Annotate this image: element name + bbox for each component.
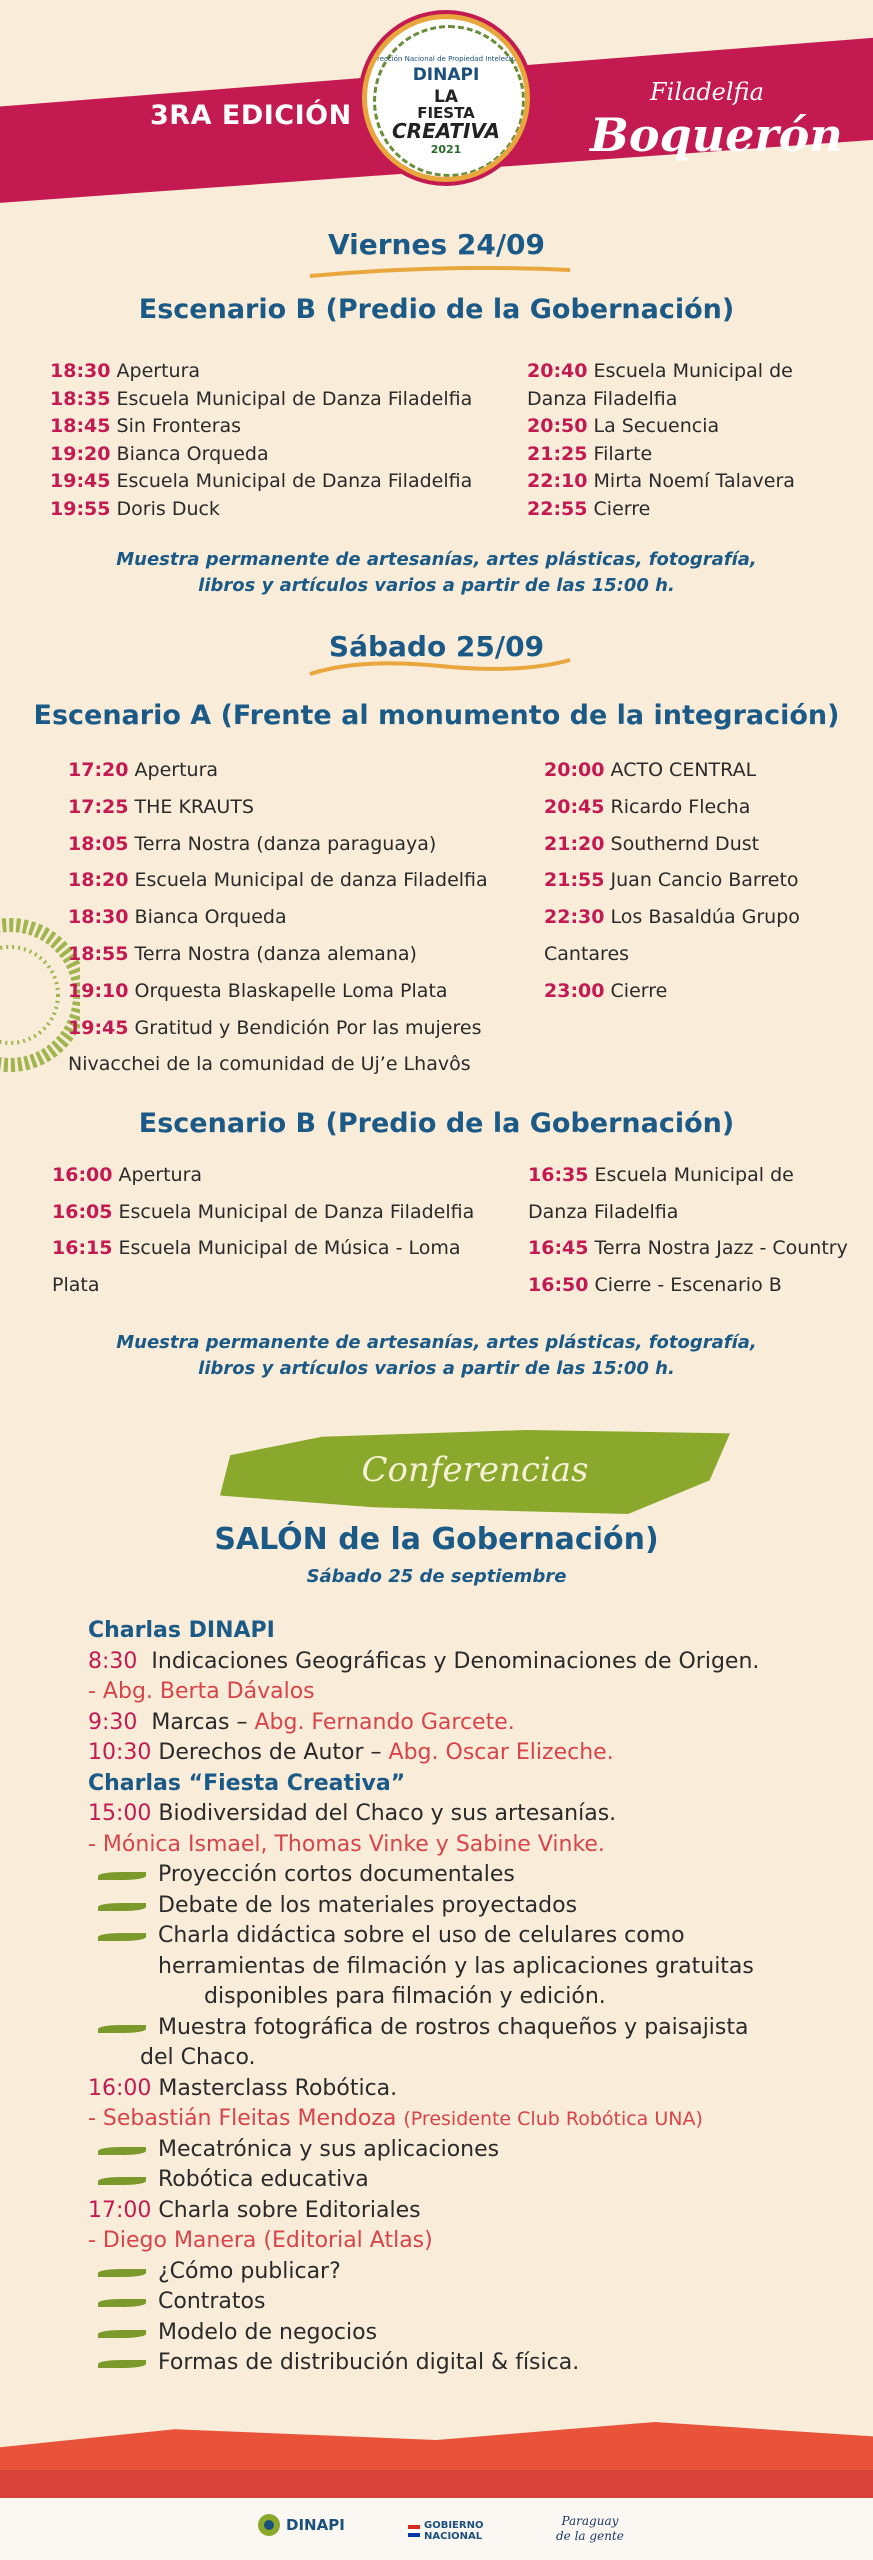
schedule-item: 19:20 Bianca Orqueda xyxy=(50,442,269,465)
dinapi-footer-text: DINAPI xyxy=(286,2516,345,2534)
talk-speaker: - Sebastián Fleitas Mendoza (Presidente Club Robótica UNA) xyxy=(88,2106,703,2131)
leaf-bullet-icon xyxy=(98,2147,146,2155)
schedule-item: Danza Filadelfia xyxy=(528,1200,679,1223)
schedule-item: 16:05 Escuela Municipal de Danza Filadelfia xyxy=(52,1200,475,1223)
orange-swoosh-icon xyxy=(300,652,580,678)
logo-line3: CREATIVA xyxy=(392,119,500,143)
saturday-title: Sábado 25/09 xyxy=(328,630,545,663)
leaf-bullet-icon xyxy=(98,1903,146,1911)
dinapi-emblem-icon xyxy=(256,2512,282,2538)
talk-item: 8:30 Indicaciones Geográficas y Denominaciones de Origen. xyxy=(88,1648,760,1674)
orange-swoosh-icon xyxy=(300,258,580,284)
saturday-exhibition-note xyxy=(0,1330,873,1382)
schedule-item: 23:00 Cierre xyxy=(544,979,668,1002)
schedule-item: 22:55 Cierre xyxy=(527,497,651,520)
friday-title: Viernes 24/09 xyxy=(327,228,546,261)
schedule-item: 19:45 Escuela Municipal de Danza Filadelfia xyxy=(50,470,473,493)
note-line: Muestra permanente de artesanías, artes plásticas, fotografía, xyxy=(116,1332,757,1353)
paraguay-flag-icon xyxy=(408,2525,420,2537)
leaf-bullet-icon xyxy=(98,1933,146,1941)
schedule-item: 18:20 Escuela Municipal de danza Filadelfia xyxy=(68,869,488,892)
dinapi-talks-heading: Charlas DINAPI xyxy=(88,1618,275,1643)
bullet-item: Robótica educativa xyxy=(88,2165,848,2196)
note-line: libros y artículos varios a partir de las 15:00 h. xyxy=(198,575,675,596)
logo-line2: FIESTA xyxy=(417,104,475,122)
schedule-item: 16:45 Terra Nostra Jazz - Country xyxy=(528,1237,848,1259)
department-label: Boquerón xyxy=(590,108,843,162)
bullet-item: Contratos xyxy=(88,2287,848,2318)
schedule-item: 18:05 Terra Nostra (danza paraguaya) xyxy=(68,832,437,855)
talk-item: 15:00 Biodiversidad del Chaco y sus artesanías. xyxy=(88,1801,617,1826)
leaf-bullet-icon xyxy=(98,2330,146,2338)
leaf-bullet-icon xyxy=(98,2025,146,2033)
schedule-item: 17:20 Apertura xyxy=(68,759,219,781)
leaf-bullet-icon xyxy=(98,1872,146,1880)
schedule-item: 20:45 Ricardo Flecha xyxy=(544,795,751,818)
leaf-bullet-icon xyxy=(98,2269,146,2277)
bullet-item: Debate de los materiales proyectados xyxy=(88,1891,848,1922)
paraguay-de-la-gente-logo xyxy=(556,2514,624,2544)
schedule-item: 22:10 Mirta Noemí Talavera xyxy=(527,470,795,493)
note-line: Muestra permanente de artesanías, artes plásticas, fotografía, xyxy=(116,549,757,570)
schedule-item: 16:15 Escuela Municipal de Música - Loma xyxy=(52,1237,461,1259)
stage-a-schedule-left xyxy=(68,752,488,1083)
talk-item: 16:00 Masterclass Robótica. xyxy=(88,2075,398,2101)
gobierno-footer-logo xyxy=(408,2520,483,2542)
talk-speaker: - Abg. Berta Dávalos xyxy=(88,1679,315,1704)
schedule-item: 19:45 Gratitud y Bendición Por las mujeres xyxy=(68,1016,482,1039)
conference-date: Sábado 25 de septiembre xyxy=(306,1566,567,1587)
edition-label: 3RA EDICIÓN xyxy=(150,100,352,131)
talk-item: 9:30 Marcas – Abg. Fernando Garcete. xyxy=(88,1709,515,1735)
leaf-bullet-icon xyxy=(98,2360,146,2368)
schedule-item: 18:30 Bianca Orqueda xyxy=(68,906,287,929)
schedule-item: 21:25 Filarte xyxy=(527,442,653,465)
schedule-item: 16:50 Cierre - Escenario B xyxy=(528,1273,782,1296)
leaf-bullet-icon xyxy=(98,2299,146,2307)
nacional-text: NACIONAL xyxy=(424,2531,483,2542)
friday-stage-title: Escenario B (Predio de la Gobernación) xyxy=(138,294,735,325)
schedule-item: 21:55 Juan Cancio Barreto xyxy=(544,869,799,892)
schedule-item: 17:25 THE KRAUTS xyxy=(68,795,254,818)
schedule-item: 18:55 Terra Nostra (danza alemana) xyxy=(68,942,417,965)
schedule-item: 18:35 Escuela Municipal de Danza Filadelfia xyxy=(50,387,473,410)
saturday-stage-a-title: Escenario A (Frente al monumento de la integración) xyxy=(33,700,840,731)
stage-a-schedule-right xyxy=(544,752,800,1010)
talk-speaker: - Mónica Ismael, Thomas Vinke y Sabine Vinke. xyxy=(88,1831,605,1857)
schedule-item: 16:00 Apertura xyxy=(52,1164,203,1186)
bullet-continuation: disponibles para filmación y edición. xyxy=(204,1984,606,2009)
friday-exhibition-note xyxy=(0,547,873,599)
schedule-item: 19:10 Orquesta Blaskapelle Loma Plata xyxy=(68,979,448,1002)
schedule-item: 21:20 Southernd Dust xyxy=(544,832,760,855)
city-label: Filadelfia xyxy=(650,78,764,106)
salon-title: SALÓN de la Gobernación) xyxy=(214,1522,659,1557)
fiesta-talks-heading: Charlas “Fiesta Creativa” xyxy=(88,1770,406,1796)
dinapi-footer-logo xyxy=(256,2512,345,2538)
talk-item: 10:30 Derechos de Autor – Abg. Oscar Elizeche. xyxy=(88,1740,614,1765)
bullet-item: ¿Cómo publicar? xyxy=(88,2257,848,2288)
saturday-stage-b-title: Escenario B (Predio de la Gobernación) xyxy=(138,1108,735,1139)
schedule-item: 19:55 Doris Duck xyxy=(50,497,220,520)
logo-year: 2021 xyxy=(430,143,462,156)
stage-b-schedule-left xyxy=(52,1157,474,1303)
schedule-item: Plata xyxy=(52,1273,100,1296)
gobierno-text: GOBIERNO xyxy=(424,2520,484,2531)
schedule-item: 20:00 ACTO CENTRAL xyxy=(544,759,757,781)
stage-b-schedule-right xyxy=(528,1157,848,1303)
friday-schedule-right xyxy=(527,358,795,524)
bullet-item: Proyección cortos documentales xyxy=(88,1860,848,1891)
schedule-item: 20:50 La Secuencia xyxy=(527,415,720,438)
conference-program xyxy=(88,1616,848,2379)
bullet-item: Muestra fotográfica de rostros chaqueños y paisajista xyxy=(88,2013,848,2044)
schedule-item: Cantares xyxy=(544,942,630,965)
logo-institution: Dirección Nacional de Propiedad Intelectual xyxy=(369,55,523,63)
slogan-line: Paraguay xyxy=(561,2514,619,2528)
note-line: libros y artículos varios a partir de las 15:00 h. xyxy=(198,1358,675,1379)
leaf-bullet-icon xyxy=(98,2177,146,2185)
slogan-line: de la gente xyxy=(556,2529,624,2543)
bullet-continuation: del Chaco. xyxy=(140,2045,256,2070)
schedule-item: 20:40 Escuela Municipal de xyxy=(527,360,793,382)
logo-line1: LA xyxy=(434,87,458,107)
footer-decorative-band xyxy=(0,2470,873,2498)
friday-schedule-left xyxy=(50,358,472,524)
conferences-title: Conferencias xyxy=(361,1450,589,1490)
schedule-item: 18:30 Apertura xyxy=(50,360,201,382)
schedule-item: Danza Filadelfia xyxy=(527,387,678,410)
bullet-item: Mecatrónica y sus aplicaciones xyxy=(88,2135,848,2166)
talk-speaker: - Diego Manera (Editorial Atlas) xyxy=(88,2228,433,2253)
logo-brand: DINAPI xyxy=(412,65,480,85)
schedule-item: Nivacchei de la comunidad de Uj’e Lhavôs xyxy=(68,1053,471,1076)
bullet-item: Charla didáctica sobre el uso de celulares como xyxy=(88,1921,848,1952)
bullet-item: Formas de distribución digital & física. xyxy=(88,2348,848,2379)
schedule-item: 16:35 Escuela Municipal de xyxy=(528,1164,794,1186)
bullet-item: Modelo de negocios xyxy=(88,2318,848,2349)
talk-item: 17:00 Charla sobre Editoriales xyxy=(88,2197,421,2223)
schedule-item: 22:30 Los Basaldúa Grupo xyxy=(544,906,800,929)
bullet-continuation: herramientas de filmación y las aplicaciones gratuitas xyxy=(158,1953,754,1979)
schedule-item: 18:45 Sin Fronteras xyxy=(50,415,242,438)
fiesta-creativa-logo xyxy=(362,14,530,182)
